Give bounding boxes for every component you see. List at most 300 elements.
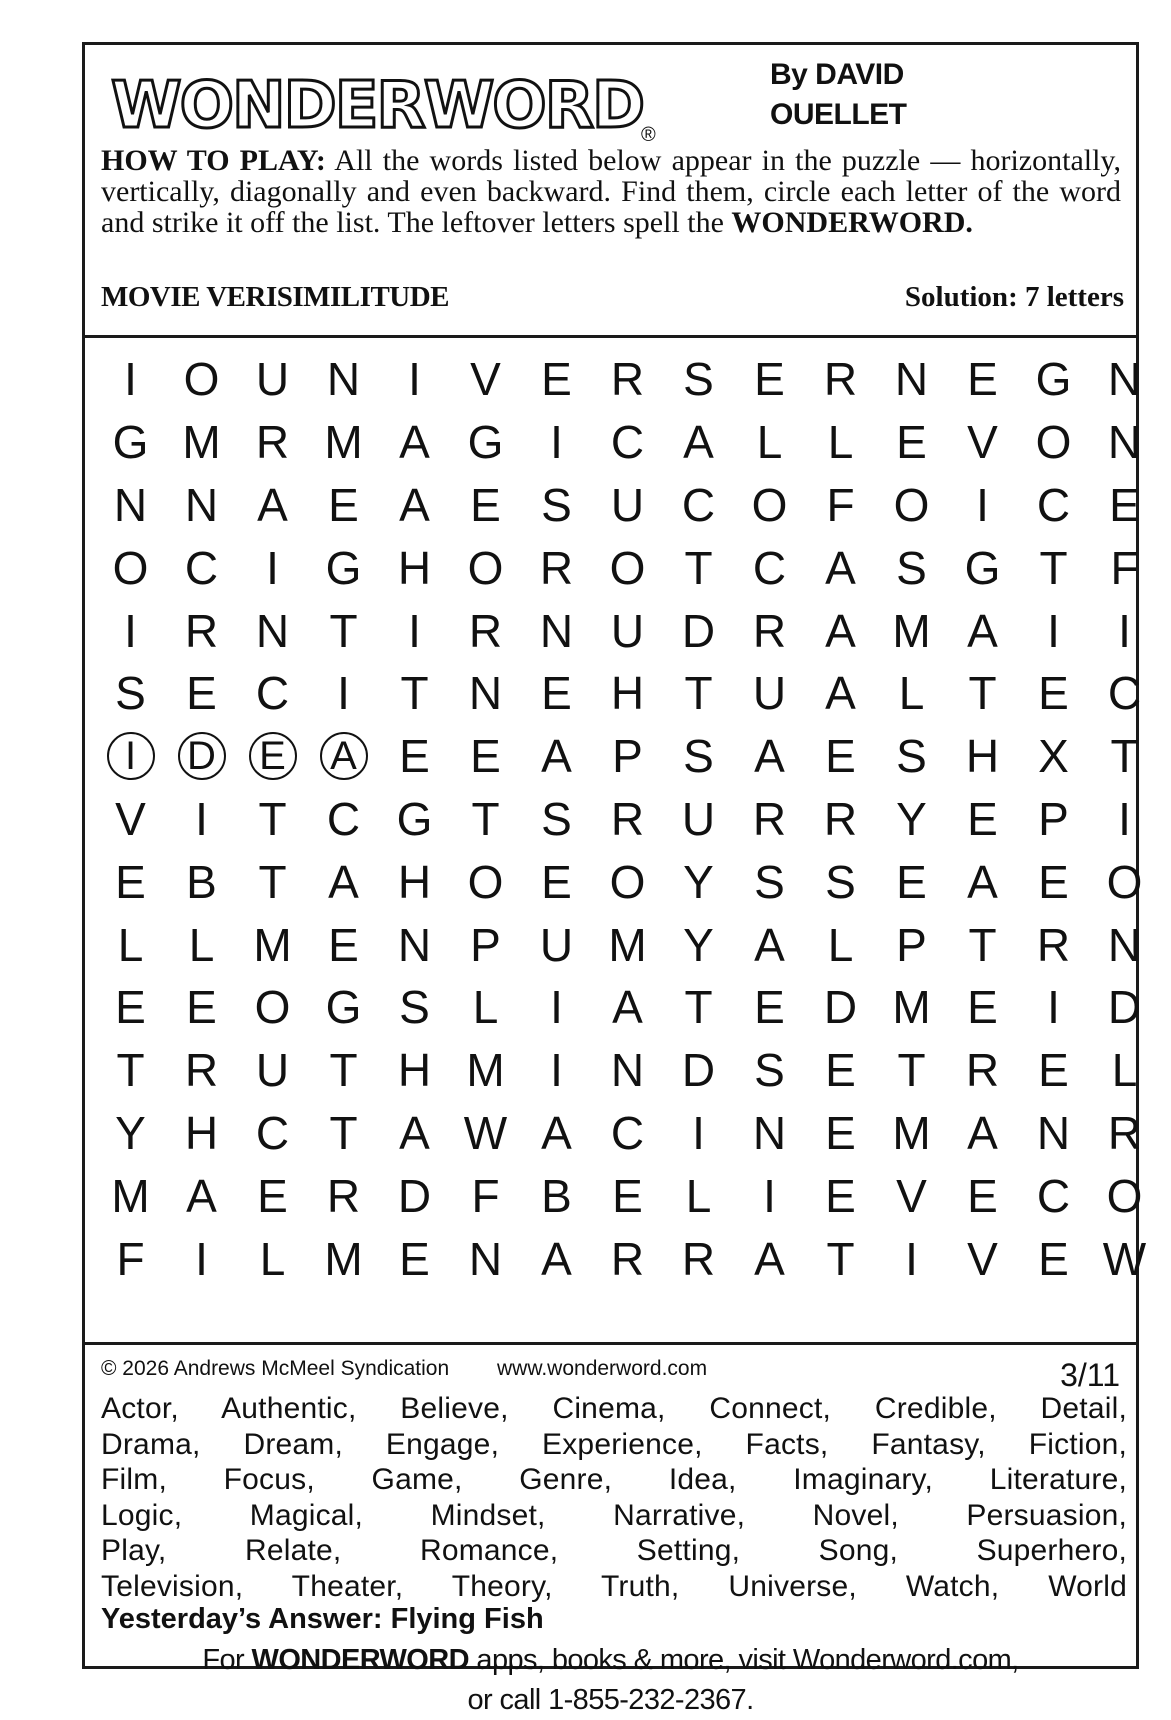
grid-letter: I (124, 353, 137, 406)
grid-cell[interactable] (521, 662, 592, 725)
grid-cell[interactable] (947, 788, 1018, 851)
grid-cell[interactable] (95, 599, 166, 662)
grid-cell[interactable] (592, 788, 663, 851)
grid-cell[interactable] (450, 1164, 521, 1227)
grid-cell[interactable] (379, 788, 450, 851)
grid-cell[interactable] (95, 536, 166, 599)
grid-cell[interactable] (1089, 913, 1160, 976)
grid-letter: C (610, 416, 645, 469)
grid-letter: E (186, 981, 217, 1034)
grid-cell[interactable] (379, 1039, 450, 1102)
grid-cell[interactable] (1018, 1164, 1089, 1227)
website-link[interactable]: www.wonderword.com (497, 1357, 708, 1380)
grid-cell[interactable] (95, 1102, 166, 1165)
grid-cell[interactable] (663, 474, 734, 537)
grid-cell[interactable] (734, 599, 805, 662)
solution-length: Solution: 7 letters (904, 281, 1124, 313)
promo-line1 (85, 1640, 1136, 1680)
grid-cell[interactable] (95, 348, 166, 411)
grid-cell[interactable] (1089, 850, 1160, 913)
word-list-line: Play, Relate, Romance, Setting, Song, Superhero, (101, 1534, 1127, 1567)
grid-letter: P (896, 918, 927, 971)
grid-cell[interactable] (237, 1039, 308, 1102)
grid-cell[interactable] (734, 976, 805, 1039)
grid-cell[interactable] (734, 411, 805, 474)
grid-cell[interactable] (95, 1164, 166, 1227)
grid-cell[interactable] (95, 976, 166, 1039)
grid-cell[interactable] (592, 1039, 663, 1102)
grid-cell[interactable] (166, 976, 237, 1039)
grid-letter: L (117, 918, 144, 971)
grid-cell[interactable] (1089, 1039, 1160, 1102)
grid-cell[interactable] (1018, 976, 1089, 1039)
grid-cell[interactable] (521, 1164, 592, 1227)
grid-cell[interactable] (734, 536, 805, 599)
grid-cell[interactable] (521, 788, 592, 851)
grid-cell[interactable] (876, 1039, 947, 1102)
grid-letter: I (195, 1232, 208, 1285)
grid-letter: G (112, 416, 149, 469)
grid-letter: I (692, 1106, 705, 1159)
grid-cell[interactable] (663, 1227, 734, 1290)
grid-cell[interactable] (1018, 348, 1089, 411)
grid-letter: I (408, 604, 421, 657)
grid-cell[interactable] (166, 599, 237, 662)
grid-letter: D (1107, 981, 1142, 1034)
wonderword-logo (107, 59, 662, 145)
grid-cell-circled[interactable] (95, 725, 166, 788)
grid-cell[interactable] (450, 1102, 521, 1165)
grid-cell[interactable] (521, 913, 592, 976)
grid-cell[interactable] (308, 976, 379, 1039)
grid-cell[interactable] (663, 850, 734, 913)
grid-cell[interactable] (379, 536, 450, 599)
grid-cell[interactable] (734, 788, 805, 851)
grid-cell[interactable] (592, 1164, 663, 1227)
grid-cell[interactable] (379, 850, 450, 913)
grid-cell[interactable] (663, 536, 734, 599)
grid-cell[interactable] (805, 850, 876, 913)
grid-cell[interactable] (947, 536, 1018, 599)
grid-cell[interactable] (166, 1164, 237, 1227)
grid-cell[interactable] (450, 474, 521, 537)
grid-cell[interactable] (947, 348, 1018, 411)
grid-cell[interactable] (734, 850, 805, 913)
grid-cell[interactable] (592, 536, 663, 599)
grid-cell[interactable] (166, 474, 237, 537)
grid-cell[interactable] (1089, 536, 1160, 599)
grid-letter: E (967, 792, 998, 845)
grid-letter: C (1036, 478, 1071, 531)
grid-cell[interactable] (308, 411, 379, 474)
grid-letter: B (186, 855, 217, 908)
grid-cell[interactable] (450, 788, 521, 851)
grid-cell[interactable] (379, 474, 450, 537)
grid-cell[interactable] (876, 850, 947, 913)
grid-cell[interactable] (95, 788, 166, 851)
grid-cell[interactable] (592, 474, 663, 537)
grid-cell[interactable] (947, 599, 1018, 662)
grid-cell[interactable] (166, 1102, 237, 1165)
grid-cell[interactable] (237, 536, 308, 599)
grid-cell[interactable] (95, 411, 166, 474)
grid-cell[interactable] (592, 662, 663, 725)
grid-cell[interactable] (1018, 1039, 1089, 1102)
grid-cell[interactable] (663, 788, 734, 851)
grid-cell[interactable] (1018, 474, 1089, 537)
grid-cell[interactable] (734, 1102, 805, 1165)
grid-cell[interactable] (876, 913, 947, 976)
grid-cell[interactable] (1089, 599, 1160, 662)
grid-cell[interactable] (450, 411, 521, 474)
grid-cell[interactable] (663, 348, 734, 411)
grid-letter: O (1035, 416, 1072, 469)
grid-cell[interactable] (734, 474, 805, 537)
grid-cell[interactable] (308, 474, 379, 537)
grid-cell[interactable] (379, 913, 450, 976)
grid-cell[interactable] (379, 599, 450, 662)
grid-cell[interactable] (166, 536, 237, 599)
grid-cell[interactable] (1089, 474, 1160, 537)
grid-letter: F (1110, 541, 1139, 594)
grid-cell[interactable] (734, 725, 805, 788)
grid-cell[interactable] (450, 662, 521, 725)
grid-cell[interactable] (166, 662, 237, 725)
grid-cell[interactable] (1018, 725, 1089, 788)
grid-cell[interactable] (592, 725, 663, 788)
grid-cell[interactable] (450, 976, 521, 1039)
grid-cell[interactable] (95, 474, 166, 537)
grid-cell[interactable] (592, 913, 663, 976)
grid-cell[interactable] (237, 788, 308, 851)
grid-cell[interactable] (663, 411, 734, 474)
grid-cell[interactable] (450, 348, 521, 411)
grid-cell[interactable] (237, 1102, 308, 1165)
grid-letter: V (896, 1169, 927, 1222)
grid-letter: R (752, 792, 787, 845)
grid-cell[interactable] (947, 976, 1018, 1039)
grid-cell[interactable] (308, 536, 379, 599)
grid-cell[interactable] (237, 1164, 308, 1227)
grid-cell[interactable] (805, 662, 876, 725)
grid-cell[interactable] (237, 411, 308, 474)
grid-cell[interactable] (663, 913, 734, 976)
grid-cell[interactable] (734, 348, 805, 411)
grid-cell[interactable] (876, 1164, 947, 1227)
grid-cell[interactable] (805, 474, 876, 537)
grid-cell[interactable] (876, 348, 947, 411)
grid-cell[interactable] (521, 348, 592, 411)
grid-cell[interactable] (166, 348, 237, 411)
grid-letter: O (1106, 1169, 1143, 1222)
grid-cell[interactable] (521, 976, 592, 1039)
grid-cell[interactable] (805, 788, 876, 851)
grid-cell[interactable] (166, 850, 237, 913)
grid-cell[interactable] (876, 536, 947, 599)
grid-cell-circled[interactable] (237, 725, 308, 788)
grid-letter: C (184, 541, 219, 594)
grid-cell[interactable] (521, 474, 592, 537)
grid-letter: G (325, 981, 362, 1034)
grid-letter: Y (683, 918, 714, 971)
grid-cell[interactable] (592, 1227, 663, 1290)
grid-cell[interactable] (592, 976, 663, 1039)
grid-cell-circled[interactable] (308, 725, 379, 788)
grid-cell[interactable] (237, 599, 308, 662)
grid-cell[interactable] (450, 1039, 521, 1102)
grid-letter: A (967, 855, 998, 908)
grid-letter: O (467, 855, 504, 908)
grid-cell[interactable] (308, 1039, 379, 1102)
grid-cell[interactable] (308, 788, 379, 851)
grid-letter: T (684, 541, 713, 594)
grid-cell[interactable] (805, 1039, 876, 1102)
grid-cell[interactable] (237, 850, 308, 913)
grid-cell-circled[interactable] (166, 725, 237, 788)
grid-cell[interactable] (1018, 1227, 1089, 1290)
grid-cell[interactable] (876, 1227, 947, 1290)
grid-cell[interactable] (876, 1102, 947, 1165)
grid-letter: E (1038, 1232, 1069, 1285)
grid-cell[interactable] (237, 1227, 308, 1290)
grid-letter: E (967, 981, 998, 1034)
grid-cell[interactable] (947, 913, 1018, 976)
grid-cell[interactable] (1018, 411, 1089, 474)
grid-cell[interactable] (805, 725, 876, 788)
grid-cell[interactable] (1089, 976, 1160, 1039)
grid-cell[interactable] (166, 1039, 237, 1102)
grid-letter: A (825, 541, 856, 594)
grid-cell[interactable] (1089, 411, 1160, 474)
grid-cell[interactable] (1018, 662, 1089, 725)
promo (85, 1640, 1136, 1720)
grid-letter: I (550, 416, 563, 469)
grid-cell[interactable] (379, 411, 450, 474)
grid-cell[interactable] (237, 662, 308, 725)
grid-cell[interactable] (450, 913, 521, 976)
grid-cell[interactable] (379, 1164, 450, 1227)
grid-cell[interactable] (1018, 850, 1089, 913)
grid-letter: N (1036, 1106, 1071, 1159)
grid-cell[interactable] (379, 1227, 450, 1290)
grid-cell[interactable] (876, 788, 947, 851)
grid-cell[interactable] (1018, 536, 1089, 599)
grid-letter: E (115, 981, 146, 1034)
grid-letter: C (681, 478, 716, 531)
grid-cell[interactable] (1018, 788, 1089, 851)
grid-cell[interactable] (947, 850, 1018, 913)
grid-cell[interactable] (592, 599, 663, 662)
grid-cell[interactable] (876, 976, 947, 1039)
grid-cell[interactable] (237, 474, 308, 537)
grid-cell[interactable] (805, 536, 876, 599)
grid-cell[interactable] (876, 662, 947, 725)
grid-cell[interactable] (592, 1102, 663, 1165)
grid-letter: N (1107, 416, 1142, 469)
grid-letter: A (541, 1232, 572, 1285)
grid-cell[interactable] (1018, 1102, 1089, 1165)
grid-cell[interactable] (734, 1164, 805, 1227)
grid-cell[interactable] (521, 725, 592, 788)
grid-letter: G (467, 416, 504, 469)
grid-letter: A (541, 730, 572, 783)
grid-letter: I (976, 478, 989, 531)
grid-letter: L (827, 918, 854, 971)
grid-cell[interactable] (947, 1039, 1018, 1102)
grid-letter: T (1110, 730, 1139, 783)
grid-cell[interactable] (95, 1039, 166, 1102)
grid-cell[interactable] (521, 411, 592, 474)
grid-cell[interactable] (308, 913, 379, 976)
grid-cell[interactable] (1089, 662, 1160, 725)
letter-grid-area (85, 338, 1147, 1345)
grid-letter: I (763, 1169, 776, 1222)
grid-cell[interactable] (379, 976, 450, 1039)
grid-cell[interactable] (95, 1227, 166, 1290)
grid-cell[interactable] (1089, 1164, 1160, 1227)
grid-cell[interactable] (734, 1039, 805, 1102)
grid-cell[interactable] (450, 536, 521, 599)
grid-cell[interactable] (663, 662, 734, 725)
grid-letter: V (470, 353, 501, 406)
grid-letter: I (550, 1044, 563, 1097)
grid-cell[interactable] (876, 599, 947, 662)
grid-letter: G (1035, 353, 1072, 406)
grid-cell[interactable] (95, 850, 166, 913)
grid-cell[interactable] (521, 1227, 592, 1290)
grid-cell[interactable] (876, 411, 947, 474)
word-list-line: Actor, Authentic, Believe, Cinema, Connect, Credible, Detail, (101, 1392, 1127, 1425)
grid-cell[interactable] (1089, 1102, 1160, 1165)
grid-cell[interactable] (663, 725, 734, 788)
grid-cell[interactable] (663, 976, 734, 1039)
grid-cell[interactable] (805, 1164, 876, 1227)
grid-letter: L (685, 1169, 712, 1222)
grid-cell[interactable] (663, 1102, 734, 1165)
grid-cell[interactable] (1089, 348, 1160, 411)
grid-cell[interactable] (805, 1227, 876, 1290)
grid-cell[interactable] (1018, 599, 1089, 662)
grid-cell[interactable] (734, 1227, 805, 1290)
grid-cell[interactable] (237, 976, 308, 1039)
grid-cell[interactable] (947, 1227, 1018, 1290)
grid-letter: A (683, 416, 714, 469)
grid-letter: D (681, 1044, 716, 1097)
grid-cell[interactable] (947, 1102, 1018, 1165)
grid-letter: E (1038, 855, 1069, 908)
grid-cell[interactable] (95, 662, 166, 725)
yesterdays-answer: Yesterday’s Answer: Flying Fish (101, 1603, 544, 1635)
grid-letter: B (541, 1169, 572, 1222)
grid-cell[interactable] (308, 1102, 379, 1165)
grid-cell[interactable] (450, 850, 521, 913)
grid-letter: O (1106, 855, 1143, 908)
grid-cell[interactable] (450, 1227, 521, 1290)
grid-cell[interactable] (308, 662, 379, 725)
grid-cell[interactable] (450, 725, 521, 788)
grid-letter: A (825, 604, 856, 657)
grid-letter: L (898, 667, 925, 720)
grid-letter: E (825, 1169, 856, 1222)
grid-cell[interactable] (805, 411, 876, 474)
grid-letter: U (752, 667, 787, 720)
grid-cell[interactable] (1089, 1227, 1160, 1290)
grid-letter: O (254, 981, 291, 1034)
grid-cell[interactable] (166, 788, 237, 851)
grid-cell[interactable] (521, 1102, 592, 1165)
grid-cell[interactable] (1018, 913, 1089, 976)
grid-letter: N (468, 667, 503, 720)
grid-cell[interactable] (805, 599, 876, 662)
grid-cell[interactable] (166, 411, 237, 474)
grid-cell[interactable] (663, 1039, 734, 1102)
grid-letter: H (184, 1106, 219, 1159)
grid-cell[interactable] (1089, 725, 1160, 788)
grid-cell[interactable] (308, 1164, 379, 1227)
grid-cell[interactable] (379, 348, 450, 411)
grid-cell[interactable] (876, 474, 947, 537)
grid-cell[interactable] (379, 1102, 450, 1165)
grid-cell[interactable] (947, 474, 1018, 537)
grid-cell[interactable] (805, 976, 876, 1039)
grid-cell[interactable] (95, 913, 166, 976)
grid-cell[interactable] (237, 348, 308, 411)
grid-cell[interactable] (1089, 788, 1160, 851)
grid-cell[interactable] (805, 348, 876, 411)
grid-cell[interactable] (521, 536, 592, 599)
grid-cell[interactable] (663, 599, 734, 662)
grid-cell[interactable] (237, 913, 308, 976)
grid-cell[interactable] (876, 725, 947, 788)
grid-cell[interactable] (379, 662, 450, 725)
grid-cell[interactable] (521, 850, 592, 913)
grid-letter: E (399, 1232, 430, 1285)
grid-letter: H (610, 667, 645, 720)
grid-letter: E (825, 1044, 856, 1097)
grid-letter: W (1102, 1232, 1147, 1285)
grid-cell[interactable] (805, 913, 876, 976)
grid-cell[interactable] (308, 1227, 379, 1290)
grid-cell[interactable] (663, 1164, 734, 1227)
grid-cell[interactable] (947, 662, 1018, 725)
grid-cell[interactable] (592, 348, 663, 411)
grid-cell[interactable] (734, 662, 805, 725)
grid-cell[interactable] (521, 1039, 592, 1102)
grid-cell[interactable] (308, 599, 379, 662)
grid-letter: R (823, 792, 858, 845)
grid-cell[interactable] (947, 1164, 1018, 1227)
grid-cell[interactable] (450, 599, 521, 662)
grid-cell[interactable] (592, 411, 663, 474)
grid-cell[interactable] (947, 411, 1018, 474)
grid-cell[interactable] (166, 1227, 237, 1290)
grid-cell[interactable] (521, 599, 592, 662)
grid-cell[interactable] (734, 913, 805, 976)
grid-letter: S (541, 478, 572, 531)
grid-cell[interactable] (379, 725, 450, 788)
grid-letter: H (965, 730, 1000, 783)
grid-cell[interactable] (947, 725, 1018, 788)
grid-cell[interactable] (805, 1102, 876, 1165)
grid-letter: S (399, 981, 430, 1034)
grid-letter: A (257, 478, 288, 531)
grid-letter: O (609, 541, 646, 594)
grid-cell[interactable] (308, 348, 379, 411)
grid-cell[interactable] (308, 850, 379, 913)
grid-cell[interactable] (592, 850, 663, 913)
grid-cell[interactable] (166, 913, 237, 976)
grid-letter: O (467, 541, 504, 594)
